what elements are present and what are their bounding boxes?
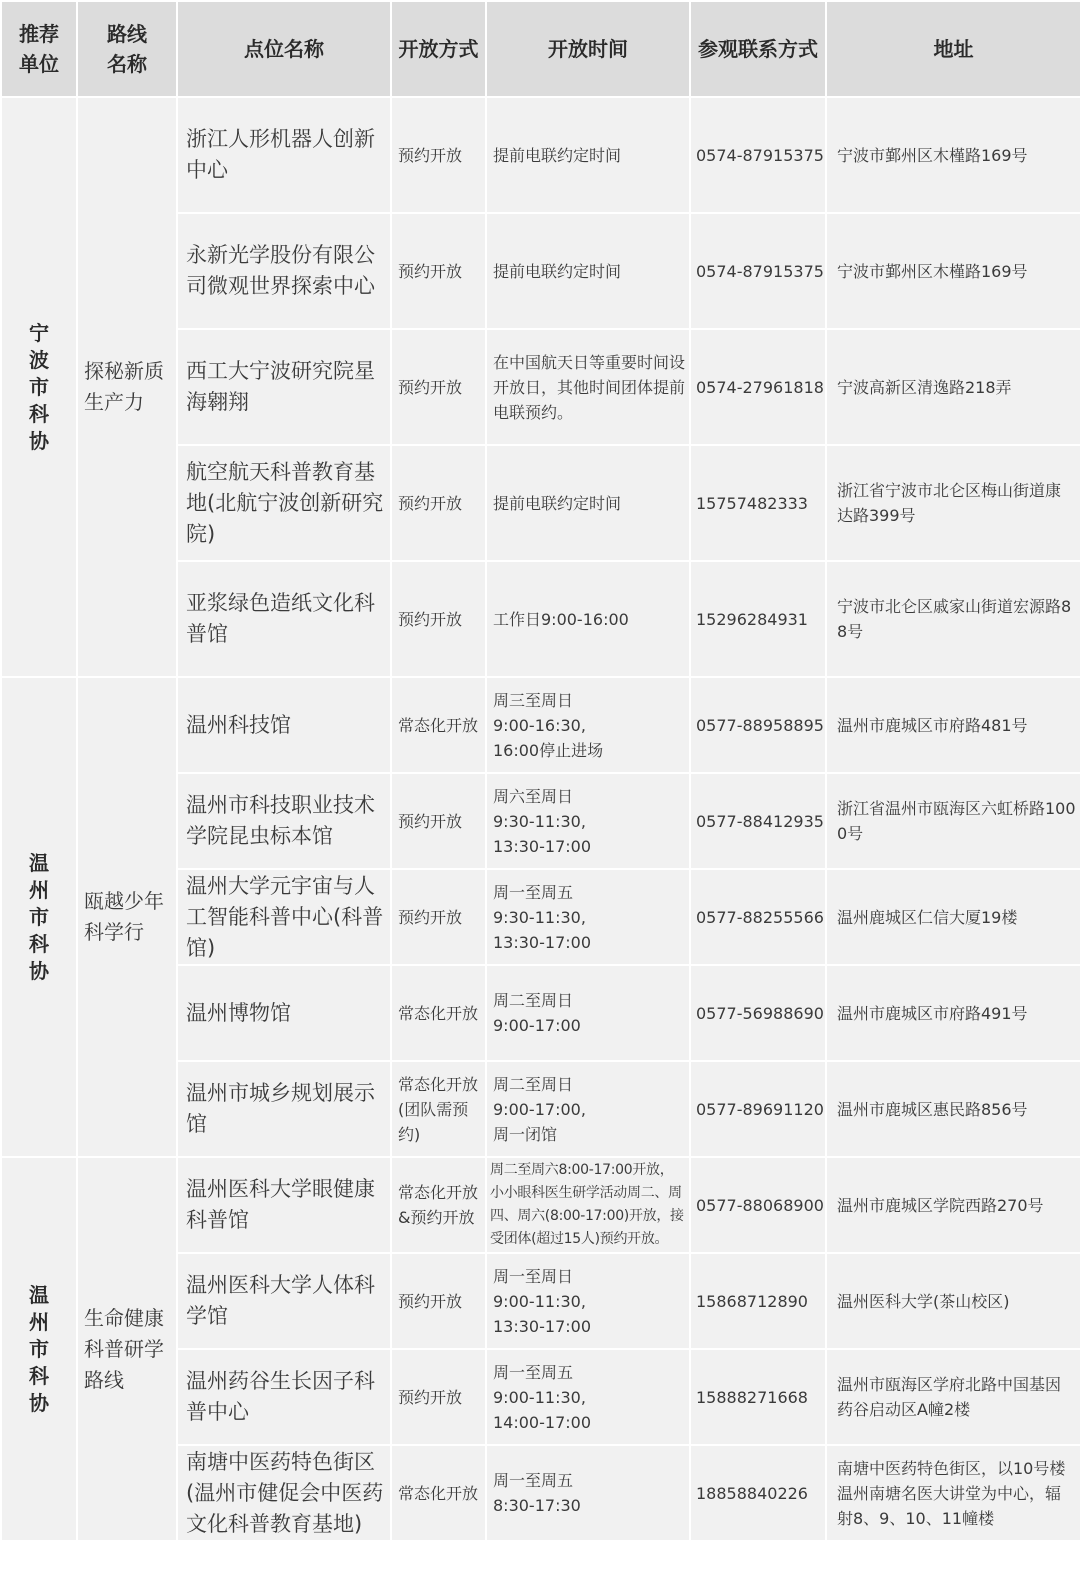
open-mode: 预约开放 <box>392 1254 485 1348</box>
contact-phone: 15296284931 <box>691 562 825 676</box>
contact-phone: 15888271668 <box>691 1350 825 1444</box>
open-hours: 提前电联约定时间 <box>487 446 689 560</box>
contact-phone: 15868712890 <box>691 1254 825 1348</box>
route-cell-wenzhou-2: 生命健康科普研学路线 <box>78 1158 176 1540</box>
venue-address: 温州市瓯海区学府北路中国基因药谷启动区A幢2楼 <box>827 1350 1080 1444</box>
venue-name: 温州科技馆 <box>178 678 390 772</box>
open-hours: 提前电联约定时间 <box>487 214 689 328</box>
header-row <box>2 2 1080 96</box>
contact-phone: 18858840226 <box>691 1446 825 1540</box>
open-mode: 常态化开放(团队需预约) <box>392 1062 485 1156</box>
venue-address: 温州医科大学(茶山校区) <box>827 1254 1080 1348</box>
venue-address: 温州市鹿城区市府路491号 <box>827 966 1080 1060</box>
open-mode: 预约开放 <box>392 446 485 560</box>
header-contact: 参观联系方式 <box>691 2 825 96</box>
open-mode: 常态化开放 <box>392 966 485 1060</box>
open-hours: 周二至周六8:00-17:00开放，小小眼科医生研学活动周二、周四、周六(8:00-17:00)开放，接受团体(超过15人)预约开放。 <box>487 1158 689 1252</box>
venue-name: 永新光学股份有限公司微观世界探索中心 <box>178 214 390 328</box>
venue-address: 温州市鹿城区市府路481号 <box>827 678 1080 772</box>
venue-name: 温州市城乡规划展示馆 <box>178 1062 390 1156</box>
open-hours: 周六至周日 9:30-11:30, 13:30-17:00 <box>487 774 689 868</box>
contact-phone: 0577-88958895 <box>691 678 825 772</box>
header-hours: 开放时间 <box>487 2 689 96</box>
venue-name: 温州药谷生长因子科普中心 <box>178 1350 390 1444</box>
venue-address: 宁波市鄞州区木槿路169号 <box>827 214 1080 328</box>
open-hours: 周一至周五 9:00-11:30, 14:00-17:00 <box>487 1350 689 1444</box>
open-hours: 在中国航天日等重要时间设开放日，其他时间团体提前电联预约。 <box>487 330 689 444</box>
contact-phone: 0574-27961818 <box>691 330 825 444</box>
venue-address: 浙江省温州市瓯海区六虹桥路1000号 <box>827 774 1080 868</box>
header-name: 点位名称 <box>178 2 390 96</box>
table-row <box>2 98 1080 212</box>
venue-name: 亚浆绿色造纸文化科普馆 <box>178 562 390 676</box>
contact-phone: 0574-87915375 <box>691 214 825 328</box>
contact-phone: 15757482333 <box>691 446 825 560</box>
contact-phone: 0577-88068900 <box>691 1158 825 1252</box>
venue-name: 温州医科大学人体科学馆 <box>178 1254 390 1348</box>
header-route: 路线名称 <box>78 2 176 96</box>
open-hours: 周一至周五 8:30-17:30 <box>487 1446 689 1540</box>
open-mode: 预约开放 <box>392 98 485 212</box>
venue-address: 温州市鹿城区惠民路856号 <box>827 1062 1080 1156</box>
open-mode: 预约开放 <box>392 774 485 868</box>
open-hours: 周二至周日 9:00-17:00 <box>487 966 689 1060</box>
open-mode: 预约开放 <box>392 870 485 964</box>
venue-address: 宁波市鄞州区木槿路169号 <box>827 98 1080 212</box>
venue-name: 浙江人形机器人创新中心 <box>178 98 390 212</box>
route-cell-wenzhou-1: 瓯越少年科学行 <box>78 678 176 1156</box>
route-cell-ningbo: 探秘新质生产力 <box>78 98 176 676</box>
venue-name: 南塘中医药特色街区(温州市健促会中医药文化科普教育基地) <box>178 1446 390 1540</box>
open-hours: 周三至周日 9:00-16:30, 16:00停止进场 <box>487 678 689 772</box>
venue-address: 南塘中医药特色街区，以10号楼温州南塘名医大讲堂为中心，辐射8、9、10、11幢楼 <box>827 1446 1080 1540</box>
open-hours: 提前电联约定时间 <box>487 98 689 212</box>
contact-phone: 0577-56988690 <box>691 966 825 1060</box>
open-mode: 常态化开放 <box>392 678 485 772</box>
contact-phone: 0577-88412935 <box>691 774 825 868</box>
open-mode: 常态化开放&预约开放 <box>392 1158 485 1252</box>
header-mode: 开放方式 <box>392 2 485 96</box>
venue-name: 西工大宁波研究院星海翱翔 <box>178 330 390 444</box>
table-row <box>2 678 1080 772</box>
venue-address: 温州鹿城区仁信大厦19楼 <box>827 870 1080 964</box>
venue-address: 宁波高新区清逸路218弄 <box>827 330 1080 444</box>
venue-name: 温州博物馆 <box>178 966 390 1060</box>
venue-name: 温州市科技职业技术学院昆虫标本馆 <box>178 774 390 868</box>
unit-cell-wenzhou-2: 温州市科协 <box>2 1158 76 1540</box>
open-hours: 工作日9:00-16:00 <box>487 562 689 676</box>
venue-name: 航空航天科普教育基地(北航宁波创新研究院) <box>178 446 390 560</box>
unit-cell-wenzhou-1: 温州市科协 <box>2 678 76 1156</box>
venue-address: 宁波市北仑区戚家山街道宏源路88号 <box>827 562 1080 676</box>
venue-name: 温州医科大学眼健康科普馆 <box>178 1158 390 1252</box>
open-hours: 周二至周日 9:00-17:00, 周一闭馆 <box>487 1062 689 1156</box>
unit-cell-ningbo: 宁波市科协 <box>2 98 76 676</box>
header-unit: 推荐单位 <box>2 2 76 96</box>
open-mode: 预约开放 <box>392 562 485 676</box>
venue-name: 温州大学元宇宙与人工智能科普中心(科普馆) <box>178 870 390 964</box>
contact-phone: 0577-88255566 <box>691 870 825 964</box>
venue-address: 浙江省宁波市北仑区梅山街道康达路399号 <box>827 446 1080 560</box>
open-mode: 预约开放 <box>392 214 485 328</box>
open-hours: 周一至周日 9:00-11:30, 13:30-17:00 <box>487 1254 689 1348</box>
contact-phone: 0574-87915375 <box>691 98 825 212</box>
table-row <box>2 1158 1080 1252</box>
venue-address: 温州市鹿城区学院西路270号 <box>827 1158 1080 1252</box>
contact-phone: 0577-89691120 <box>691 1062 825 1156</box>
open-hours: 周一至周五 9:30-11:30, 13:30-17:00 <box>487 870 689 964</box>
open-mode: 常态化开放 <box>392 1446 485 1540</box>
header-address: 地址 <box>827 2 1080 96</box>
open-mode: 预约开放 <box>392 1350 485 1444</box>
open-mode: 预约开放 <box>392 330 485 444</box>
